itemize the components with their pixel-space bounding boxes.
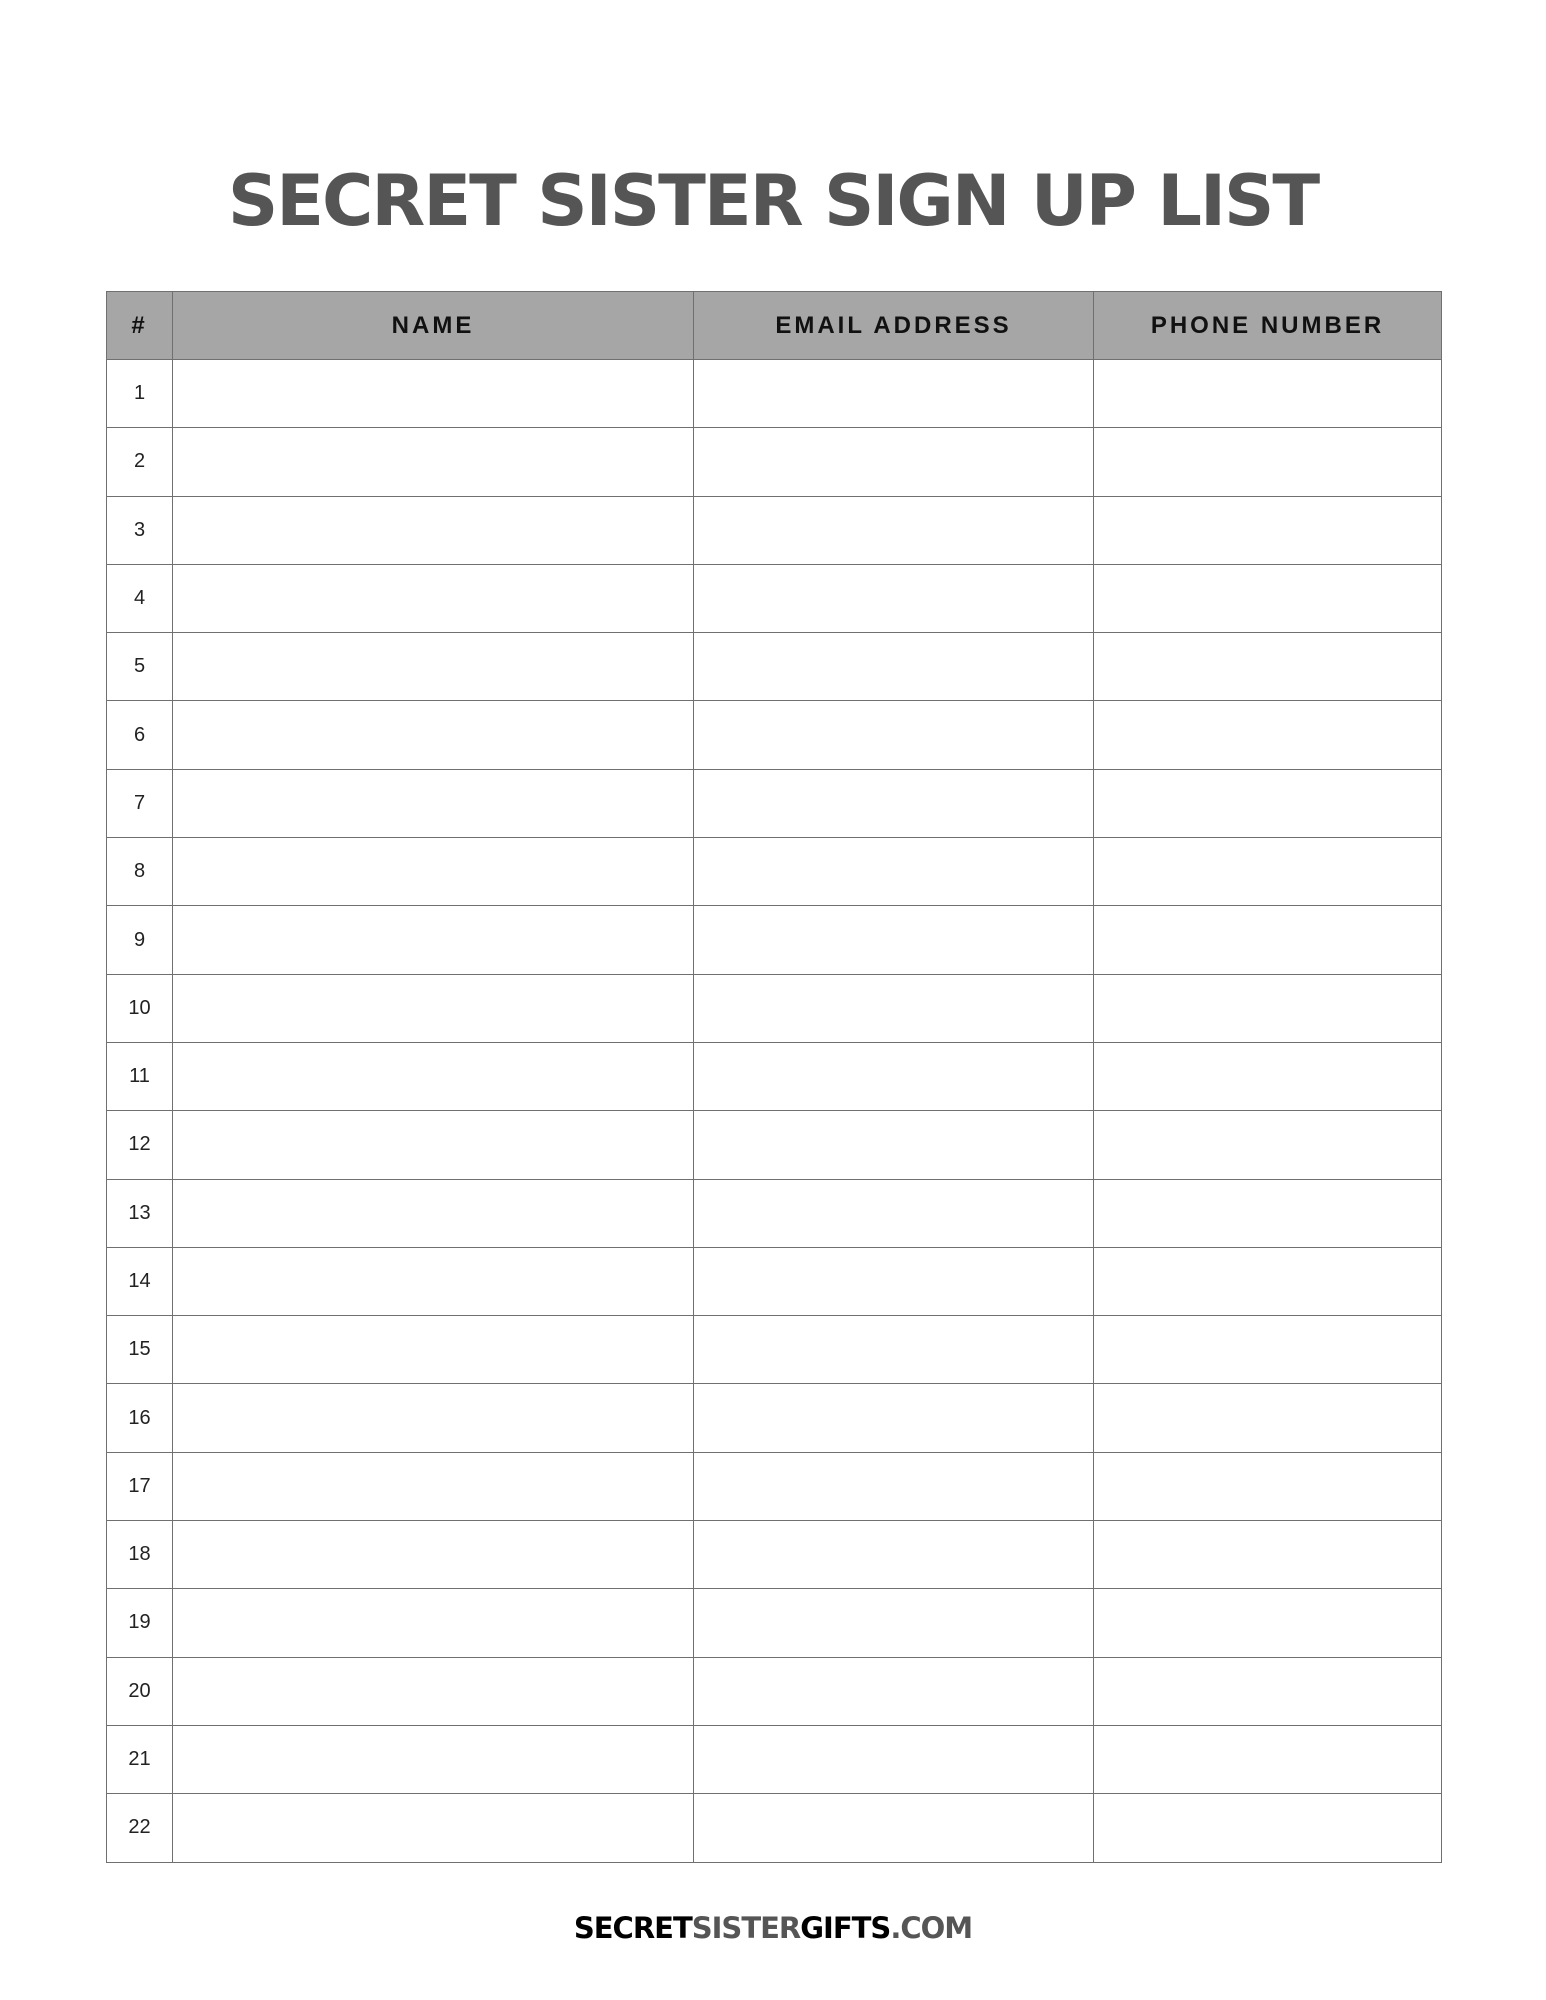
name-cell[interactable] xyxy=(173,1179,694,1247)
email-cell[interactable] xyxy=(694,1384,1094,1452)
row-number: 17 xyxy=(107,1452,173,1520)
row-number: 12 xyxy=(107,1111,173,1179)
table-row xyxy=(107,1452,1442,1520)
phone-cell[interactable] xyxy=(1094,496,1442,564)
name-cell[interactable] xyxy=(173,1316,694,1384)
table-row xyxy=(107,974,1442,1042)
table-row xyxy=(107,769,1442,837)
phone-cell[interactable] xyxy=(1094,1384,1442,1452)
name-cell[interactable] xyxy=(173,1521,694,1589)
name-cell[interactable] xyxy=(173,360,694,428)
table-row xyxy=(107,1657,1442,1725)
phone-cell[interactable] xyxy=(1094,1316,1442,1384)
phone-cell[interactable] xyxy=(1094,1589,1442,1657)
email-cell[interactable] xyxy=(694,906,1094,974)
header-number: # xyxy=(107,292,173,360)
email-cell[interactable] xyxy=(694,360,1094,428)
phone-cell[interactable] xyxy=(1094,1521,1442,1589)
footer-part: .COM xyxy=(890,1911,973,1945)
name-cell[interactable] xyxy=(173,1384,694,1452)
phone-cell[interactable] xyxy=(1094,701,1442,769)
row-number: 3 xyxy=(107,496,173,564)
row-number: 21 xyxy=(107,1725,173,1793)
table-row xyxy=(107,360,1442,428)
row-number: 13 xyxy=(107,1179,173,1247)
email-cell[interactable] xyxy=(694,496,1094,564)
phone-cell[interactable] xyxy=(1094,360,1442,428)
name-cell[interactable] xyxy=(173,701,694,769)
email-cell[interactable] xyxy=(694,564,1094,632)
table-row xyxy=(107,1247,1442,1315)
phone-cell[interactable] xyxy=(1094,1657,1442,1725)
row-number: 8 xyxy=(107,838,173,906)
phone-cell[interactable] xyxy=(1094,974,1442,1042)
name-cell[interactable] xyxy=(173,1794,694,1862)
row-number: 6 xyxy=(107,701,173,769)
name-cell[interactable] xyxy=(173,1452,694,1520)
email-cell[interactable] xyxy=(694,1179,1094,1247)
email-cell[interactable] xyxy=(694,1725,1094,1793)
name-cell[interactable] xyxy=(173,769,694,837)
email-cell[interactable] xyxy=(694,428,1094,496)
table-row xyxy=(107,906,1442,974)
signup-table xyxy=(106,291,1442,1863)
name-cell[interactable] xyxy=(173,974,694,1042)
table-row xyxy=(107,701,1442,769)
table-row xyxy=(107,1521,1442,1589)
email-cell[interactable] xyxy=(694,1794,1094,1862)
name-cell[interactable] xyxy=(173,428,694,496)
name-cell[interactable] xyxy=(173,906,694,974)
name-cell[interactable] xyxy=(173,1589,694,1657)
name-cell[interactable] xyxy=(173,1111,694,1179)
email-cell[interactable] xyxy=(694,1521,1094,1589)
phone-cell[interactable] xyxy=(1094,1042,1442,1110)
phone-cell[interactable] xyxy=(1094,1247,1442,1315)
footer-part: SISTER xyxy=(691,1911,801,1945)
row-number: 4 xyxy=(107,564,173,632)
row-number: 10 xyxy=(107,974,173,1042)
header-name: NAME xyxy=(173,292,694,360)
email-cell[interactable] xyxy=(694,974,1094,1042)
name-cell[interactable] xyxy=(173,496,694,564)
row-number: 9 xyxy=(107,906,173,974)
table-row xyxy=(107,1179,1442,1247)
name-cell[interactable] xyxy=(173,1725,694,1793)
table-row xyxy=(107,633,1442,701)
table-row xyxy=(107,1316,1442,1384)
email-cell[interactable] xyxy=(694,1316,1094,1384)
name-cell[interactable] xyxy=(173,564,694,632)
footer-part: GIFTS xyxy=(800,1911,891,1945)
phone-cell[interactable] xyxy=(1094,1111,1442,1179)
phone-cell[interactable] xyxy=(1094,1179,1442,1247)
email-cell[interactable] xyxy=(694,633,1094,701)
phone-cell[interactable] xyxy=(1094,633,1442,701)
name-cell[interactable] xyxy=(173,633,694,701)
phone-cell[interactable] xyxy=(1094,564,1442,632)
name-cell[interactable] xyxy=(173,1657,694,1725)
name-cell[interactable] xyxy=(173,1247,694,1315)
table-row xyxy=(107,496,1442,564)
name-cell[interactable] xyxy=(173,1042,694,1110)
email-cell[interactable] xyxy=(694,769,1094,837)
footer-part: SECRET xyxy=(573,1911,692,1945)
table-row xyxy=(107,428,1442,496)
table-row xyxy=(107,1589,1442,1657)
row-number: 1 xyxy=(107,360,173,428)
table-row xyxy=(107,1794,1442,1862)
email-cell[interactable] xyxy=(694,1247,1094,1315)
row-number: 16 xyxy=(107,1384,173,1452)
phone-cell[interactable] xyxy=(1094,428,1442,496)
row-number: 11 xyxy=(107,1042,173,1110)
table-row xyxy=(107,1725,1442,1793)
phone-cell[interactable] xyxy=(1094,1452,1442,1520)
email-cell[interactable] xyxy=(694,701,1094,769)
header-email: EMAIL ADDRESS xyxy=(694,292,1094,360)
table-row xyxy=(107,1384,1442,1452)
row-number: 2 xyxy=(107,428,173,496)
table-header-row xyxy=(107,292,1442,360)
row-number: 18 xyxy=(107,1521,173,1589)
row-number: 19 xyxy=(107,1589,173,1657)
email-cell[interactable] xyxy=(694,1111,1094,1179)
row-number: 20 xyxy=(107,1657,173,1725)
table-row xyxy=(107,1111,1442,1179)
name-cell[interactable] xyxy=(173,838,694,906)
email-cell[interactable] xyxy=(694,1452,1094,1520)
email-cell[interactable] xyxy=(694,1657,1094,1725)
table-row xyxy=(107,564,1442,632)
email-cell[interactable] xyxy=(694,1042,1094,1110)
row-number: 22 xyxy=(107,1794,173,1862)
footer-website xyxy=(0,1911,1546,1945)
table-row xyxy=(107,838,1442,906)
row-number: 14 xyxy=(107,1247,173,1315)
page-title: SECRET SISTER SIGN UP LIST xyxy=(227,160,1319,242)
row-number: 5 xyxy=(107,633,173,701)
phone-cell[interactable] xyxy=(1094,769,1442,837)
row-number: 15 xyxy=(107,1316,173,1384)
email-cell[interactable] xyxy=(694,1589,1094,1657)
phone-cell[interactable] xyxy=(1094,906,1442,974)
email-cell[interactable] xyxy=(694,838,1094,906)
phone-cell[interactable] xyxy=(1094,1794,1442,1862)
header-phone: PHONE NUMBER xyxy=(1094,292,1442,360)
phone-cell[interactable] xyxy=(1094,1725,1442,1793)
phone-cell[interactable] xyxy=(1094,838,1442,906)
row-number: 7 xyxy=(107,769,173,837)
table-row xyxy=(107,1042,1442,1110)
